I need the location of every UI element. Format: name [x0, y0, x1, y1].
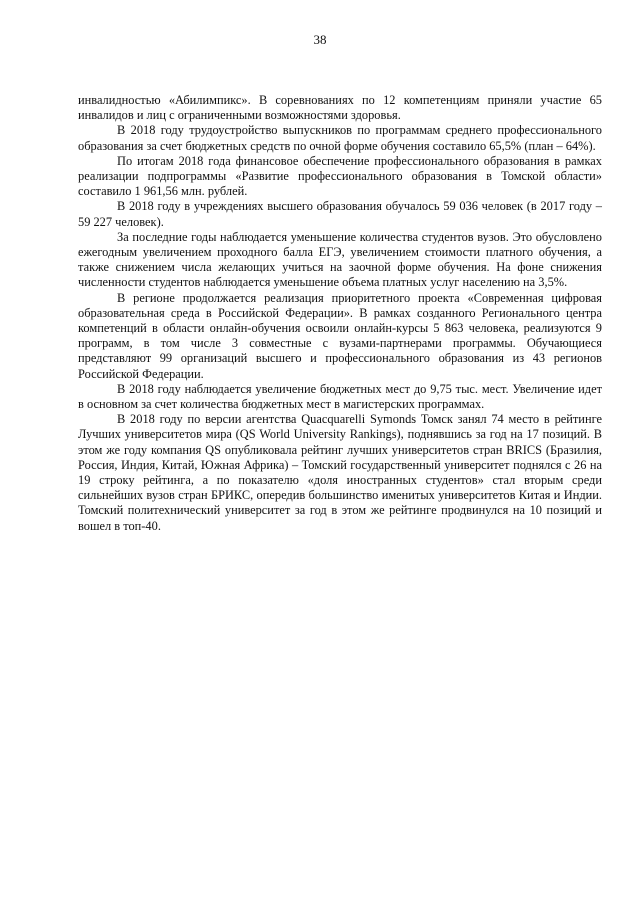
paragraph: инвалидностью «Абилимпикс». В соревнованиях по 12 компетенциям приняли участие 65 инвалидов и лиц с ограниченными возможностями здоровья.: [78, 93, 602, 123]
paragraph: За последние годы наблюдается уменьшение количества студентов вузов. Это обусловлено ежегодным увеличением проходного балла ЕГЭ, увеличением стоимости платного обучения, а также снижением числа желающих учиться на заочной форме обучения. На фоне снижения численности студентов наблюдается уменьшение объема платных услуг населению на 3,5%.: [78, 229, 602, 290]
paragraph: В 2018 году наблюдается увеличение бюджетных мест до 9,75 тыс. мест. Увеличение идет в основном за счет количества бюджетных мест в магистерских программах.: [78, 381, 602, 412]
paragraph: В 2018 году трудоустройство выпускников по программам среднего профессионального образования за счет бюджетных средств по очной форме обучения составило 65,5% (план – 64%).: [78, 123, 602, 153]
paragraph: По итогам 2018 года финансовое обеспечение профессионального образования в рамках реализации подпрограммы «Развитие профессионального образования в Томской области» составило 1 961,56 млн. рублей.: [78, 153, 602, 199]
body-text: [78, 93, 602, 534]
page-number: 38: [313, 32, 327, 47]
paragraph: В 2018 году по версии агентства Quacquarelli Symonds Томск занял 74 место в рейтинге Лучших университетов мира (QS World University Rankings), поднявшись за год на 17 позиций. В этом же году компания QS опубликовала рейтинг лучших университетов стран BRICS (Бразилия, Россия, Индия, Китай, Южная Африка) – Томский государственный университет поднялся с 26 на 19 строку рейтинга, а по показателю «доля иностранных студентов» стал вторым среди сильнейших вузов стран БРИКС, опередив большинство именитых университетов Китая и Индии. Томский политехнический университет за год в этом же рейтинге продвинулся на 10 позиций и вошел в топ-40.: [78, 412, 602, 533]
paragraph: В регионе продолжается реализация приоритетного проекта «Современная цифровая образовательная среда в Российской Федерации». В рамках созданного Регионального центра компетенций в области онлайн-обучения освоили онлайн-курсы 5 863 человека, реализуются 9 программ, в том числе 3 совместные с вузами-партнерами программы. Обучающиеся представляют 99 организаций высшего и профессионального образования из 43 регионов Российской Федерации.: [78, 290, 602, 381]
paragraph: В 2018 году в учреждениях высшего образования обучалось 59 036 человек (в 2017 году – 59 227 человек).: [78, 199, 602, 229]
